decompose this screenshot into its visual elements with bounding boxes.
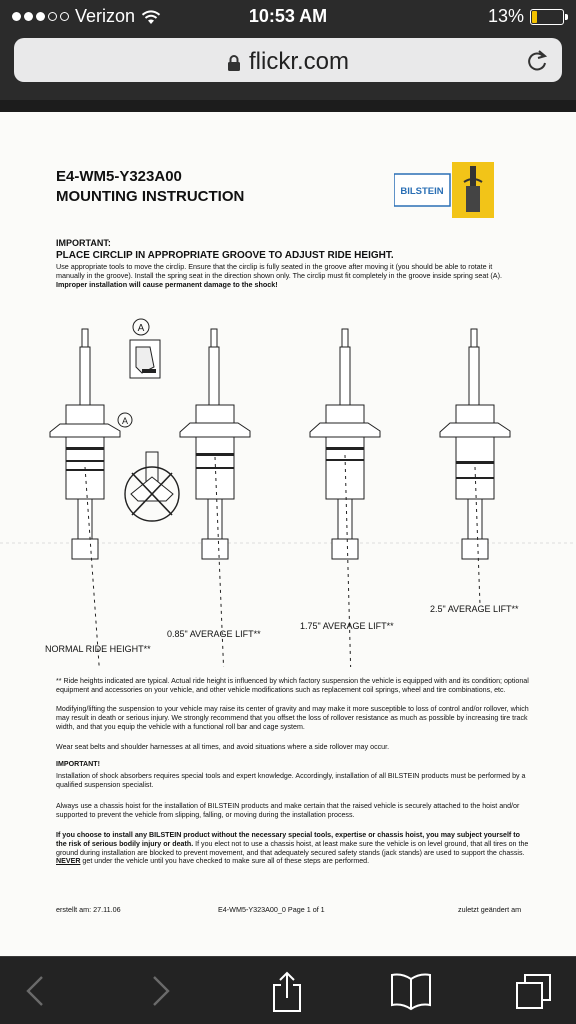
document-image xyxy=(0,112,576,956)
label-normal-ride-height: NORMAL RIDE HEIGHT** xyxy=(45,644,151,654)
circlip-heading: PLACE CIRCLIP IN APPROPRIATE GROOVE TO ADJUST RIDE HEIGHT. xyxy=(56,250,394,261)
note-installation: Installation of shock absorbers requires special tools and expert knowledge. Accordingly, installation of all BILSTEIN products must be performed by a qualified suspension specialist. xyxy=(56,772,526,789)
footer-modified: zuletzt geändert am xyxy=(458,905,522,914)
shock-lift-25 xyxy=(440,329,510,605)
wrong-orientation-detail xyxy=(125,452,179,521)
shock-lift-085 xyxy=(180,329,250,667)
safari-toolbar xyxy=(0,956,576,1024)
label-lift-175: 1.75" AVERAGE LIFT** xyxy=(300,621,394,631)
note-risk: If you choose to install any BILSTEIN product without the necessary special tools, expertise or chassis hoist, you may subject yourself to the risk of serious bodily injury or death. If you elect not to use a chassis hoist, at least make sure the vehicle is on level ground, that all tires on the ground during installation are blocked to prevent movement, and that adequately secured safety stands (jack stands) are used to support the chassis. NEVER get under the vehicle until you have checked to make sure all of these steps are performed. xyxy=(56,831,529,866)
status-time: 10:53 AM xyxy=(248,6,328,26)
footer-created: erstellt am: 27.11.06 xyxy=(56,905,121,914)
status-bar xyxy=(0,0,576,34)
important-heading-2: IMPORTANT! xyxy=(56,760,100,768)
note-ride-heights: ** Ride heights indicated are typical. Actual ride height is influenced by which factory suspension the vehicle is equipped with and its condition; optional equipment and accessories on your vehicle, and other vehicle modifications such as replacement coil springs, wheel and tire combinations, etc. xyxy=(56,677,529,694)
svg-text:A: A xyxy=(121,416,129,426)
url-text: flickr.com xyxy=(248,48,349,75)
safari-header xyxy=(0,0,576,100)
shock-lift-175 xyxy=(310,329,380,667)
carrier-name: Verizon xyxy=(75,6,136,26)
lock-icon xyxy=(227,54,241,72)
battery-percent: 13% xyxy=(487,6,524,26)
bilstein-logo xyxy=(394,162,494,218)
svg-text:BILSTEIN: BILSTEIN xyxy=(400,186,444,197)
svg-text:A: A xyxy=(137,323,145,334)
bookmarks-icon[interactable] xyxy=(390,971,432,1011)
battery-icon xyxy=(530,9,564,25)
label-lift-25: 2.5" AVERAGE LIFT** xyxy=(430,604,519,614)
circlip-instructions: Use appropriate tools to move the circlip. Ensure that the circlip is fully seated in the groove after moving it (you should be able to rotate it manually in the groove). Install the spring seat in the direction shown only. The circlip must fit completely in the groove inside spring seat (A). Improper installation will cause permanent damage to the shock! xyxy=(56,262,502,289)
tabs-icon[interactable] xyxy=(514,971,554,1011)
footer-page: E4-WM5-Y323A00_0 Page 1 of 1 xyxy=(218,905,325,914)
note-chassis-hoist: Always use a chassis hoist for the installation of BILSTEIN products and make certain that the raised vehicle is securely attached to the hoist and/or supported to prevent the vehicle from slipping, falling, or moving during the installation process. xyxy=(56,802,520,819)
important-heading: IMPORTANT: xyxy=(56,238,111,248)
address-text-group xyxy=(14,48,562,76)
detail-a xyxy=(130,319,160,378)
address-bar[interactable] xyxy=(14,38,562,82)
shock-normal xyxy=(50,329,132,667)
forward-icon[interactable] xyxy=(148,971,174,1011)
doc-title: MOUNTING INSTRUCTION xyxy=(56,188,245,205)
share-icon[interactable] xyxy=(270,971,304,1013)
note-seat-belts: Wear seat belts and shoulder harnesses at all times, and avoid situations where a side rollover may occur. xyxy=(56,743,390,751)
back-icon[interactable] xyxy=(22,971,48,1011)
note-modifying: Modifying/lifting the suspension to your vehicle may raise its center of gravity and may make it more susceptible to loss of control and/or rollover, which may result in death or serious injury. We strongly recommend that you offset the loss of rollover resistance as much as possible by increasing tire track width, and that you equip the vehicle with a functional roll bar and cage system. xyxy=(56,705,529,731)
reload-icon[interactable] xyxy=(526,48,548,72)
label-lift-085: 0.85" AVERAGE LIFT** xyxy=(167,629,261,639)
doc-code: E4-WM5-Y323A00 xyxy=(56,168,182,185)
battery-group xyxy=(488,6,564,27)
